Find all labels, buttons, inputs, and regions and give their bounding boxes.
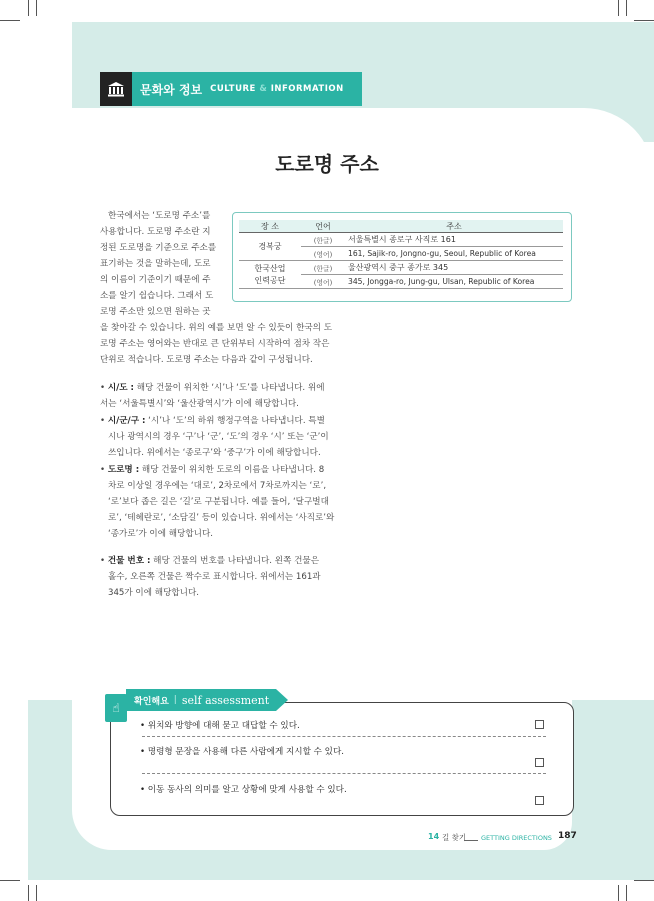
bullet-4 bbox=[100, 553, 360, 601]
intro-line: 한국에서는 ‘도로명 주소’를 bbox=[108, 211, 211, 221]
crop-mark bbox=[618, 0, 619, 16]
assessment-checkbox[interactable] bbox=[535, 720, 544, 729]
page-number: 187 bbox=[558, 831, 577, 841]
intro-line: 로명 주소만 있으면 원하는 곳 bbox=[100, 307, 211, 317]
lang-cell: (영어) bbox=[301, 275, 345, 289]
table-row bbox=[239, 233, 563, 247]
banner-subtitle bbox=[210, 84, 344, 94]
bullet-term: 시/도 : bbox=[107, 383, 134, 393]
separator: | bbox=[173, 695, 177, 705]
bullet-term: 시/군/구 : bbox=[107, 416, 146, 426]
address-table bbox=[239, 220, 563, 289]
intro-line: 단위로 적습니다. 도로명 주소는 다음과 같이 구성됩니다. bbox=[100, 355, 313, 365]
crop-mark bbox=[626, 885, 627, 901]
bullet-text: 해당 건물의 번호를 나타냅니다. 왼쪽 건물은 bbox=[150, 556, 320, 566]
bullet-3 bbox=[100, 462, 360, 542]
bullet-line: 로’, ‘테헤란로’, ‘소담길’ 등이 있습니다. 위에서는 ‘사직로’와 bbox=[108, 513, 335, 523]
intro-line: 소를 알기 쉽습니다. 그래서 도 bbox=[100, 291, 214, 301]
bullet-line: 차로 이상일 경우에는 ‘대로’, 2차로에서 7차로까지는 ‘로’, bbox=[108, 481, 327, 491]
address-cell: 서울특별시 종로구 사직로 161 bbox=[345, 233, 563, 247]
bullet-line: 345가 이에 해당합니다. bbox=[108, 588, 200, 598]
intro-paragraph-wide bbox=[100, 320, 350, 368]
bullet-line: 서는 ‘서울특별시’와 ‘울산광역시’가 이에 해당합니다. bbox=[100, 399, 299, 409]
bullet-line: • 건물 번호 : 해당 건물의 번호를 나타냅니다. 왼쪽 건물은 bbox=[100, 556, 320, 566]
bullet-line: • 시/도 : 해당 건물이 위치한 ‘시’나 ‘도’를 나타냅니다. 위에 bbox=[100, 383, 325, 393]
address-cell: 161, Sajik-ro, Jongno-gu, Seoul, Republic of Korea bbox=[345, 247, 563, 261]
intro-line: 사용합니다. 도로명 주소란 지 bbox=[100, 227, 211, 237]
place-line: 한국산업 bbox=[254, 263, 286, 273]
self-assessment-eng-label: self assessment bbox=[181, 693, 270, 707]
crop-mark bbox=[0, 880, 20, 881]
divider bbox=[142, 736, 546, 737]
bullet-line: • 시/군/구 : ‘시’나 ‘도’의 하위 행정구역을 나타냅니다. 특별 bbox=[100, 416, 325, 426]
unit-english-title: GETTING DIRECTIONS bbox=[481, 834, 552, 842]
address-cell: 345, Jongga-ro, Jung-gu, Ulsan, Republic of Korea bbox=[345, 275, 563, 289]
bullet-term: 도로명 : bbox=[107, 465, 140, 475]
column-header: 주소 bbox=[345, 220, 563, 233]
self-assessment-label: 확인해요 bbox=[134, 696, 169, 707]
page-title: 도로명 주소 bbox=[275, 152, 379, 176]
crop-mark bbox=[28, 885, 29, 901]
assessment-item: • 이동 동사의 의미를 알고 상황에 맞게 사용할 수 있다. bbox=[140, 785, 347, 795]
intro-line: 정된 도로명을 기준으로 주소를 bbox=[100, 243, 217, 253]
place-cell bbox=[239, 261, 301, 289]
column-header: 장 소 bbox=[239, 220, 301, 233]
assessment-checkbox[interactable] bbox=[535, 796, 544, 805]
divider bbox=[142, 773, 546, 774]
intro-line: 표기하는 것을 말하는데, 도로 bbox=[100, 259, 211, 269]
intro-line: 의 이름이 기준이기 때문에 주 bbox=[100, 275, 211, 285]
bullet-term: 건물 번호 : bbox=[107, 556, 151, 566]
bullet-text: 해당 건물이 위치한 ‘시’나 ‘도’를 나타냅니다. 위에 bbox=[133, 383, 325, 393]
banner-sub-right: INFORMATION bbox=[270, 84, 344, 94]
crop-mark bbox=[626, 0, 627, 16]
place-cell: 경복궁 bbox=[239, 233, 301, 261]
address-cell: 울산광역시 중구 종가로 345 bbox=[345, 261, 563, 275]
crop-mark bbox=[0, 20, 20, 21]
self-assessment-tab bbox=[126, 689, 276, 711]
bullet-2 bbox=[100, 413, 360, 461]
place-line: 인력공단 bbox=[254, 275, 286, 285]
crop-mark bbox=[28, 0, 29, 16]
unit-number: 14 bbox=[428, 832, 440, 841]
crop-mark bbox=[634, 880, 654, 881]
table-row bbox=[239, 261, 563, 275]
section-banner bbox=[100, 72, 362, 106]
banner-sub-amp: & bbox=[259, 84, 268, 94]
crop-mark bbox=[36, 885, 37, 901]
museum-icon bbox=[100, 72, 132, 106]
bullet-line: 시나 광역시의 경우 ‘구’나 ‘군’, ‘도’의 경우 ‘시’ 또는 ‘군’이 bbox=[108, 432, 329, 442]
intro-paragraph bbox=[100, 208, 228, 320]
bullet-line: ‘종가로’가 이에 해당합니다. bbox=[108, 529, 213, 539]
bullet-text: 해당 건물이 위치한 도로의 이름을 나타냅니다. 8 bbox=[139, 465, 325, 475]
unit-title: 길 찾기 bbox=[442, 833, 467, 842]
assessment-checkbox[interactable] bbox=[535, 758, 544, 767]
assessment-item: • 위치와 방향에 대해 묻고 대답할 수 있다. bbox=[140, 721, 300, 731]
bullet-line: 홀수, 오른쪽 건물은 짝수로 표시합니다. 위에서는 161과 bbox=[108, 572, 321, 582]
bullet-text: ‘시’나 ‘도’의 하위 행정구역을 나타냅니다. 특별 bbox=[145, 416, 325, 426]
bullet-1 bbox=[100, 380, 360, 412]
banner-title: 문화와 정보 bbox=[140, 82, 203, 97]
intro-line: 로명 주소는 영어와는 반대로 큰 단위부터 시작하여 점차 작은 bbox=[100, 339, 330, 349]
crop-mark bbox=[36, 0, 37, 16]
lang-cell: (한글) bbox=[301, 261, 345, 275]
bullet-line: 쓰입니다. 위에서는 ‘종로구’와 ‘중구’가 이에 해당합니다. bbox=[108, 448, 321, 458]
footer-rule bbox=[464, 833, 478, 841]
bullet-line: ‘로’보다 좁은 길은 ‘길’로 구분됩니다. 예를 들어, ‘달구벌대 bbox=[108, 497, 329, 507]
table-header-row bbox=[239, 220, 563, 233]
assessment-item: • 명령형 문장을 사용해 다른 사람에게 지시할 수 있다. bbox=[140, 747, 344, 757]
lang-cell: (영어) bbox=[301, 247, 345, 261]
pointing-hand-icon: ☝ bbox=[105, 694, 127, 722]
lang-cell: (한글) bbox=[301, 233, 345, 247]
banner-sub-left: CULTURE bbox=[210, 84, 256, 94]
crop-mark bbox=[634, 20, 654, 21]
crop-mark bbox=[618, 885, 619, 901]
address-table-box bbox=[232, 212, 572, 302]
column-header: 언어 bbox=[301, 220, 345, 233]
intro-line: 을 찾아갈 수 있습니다. 위의 예를 보면 알 수 있듯이 한국의 도 bbox=[100, 323, 333, 333]
bullet-line: • 도로명 : 해당 건물이 위치한 도로의 이름을 나타냅니다. 8 bbox=[100, 465, 325, 475]
